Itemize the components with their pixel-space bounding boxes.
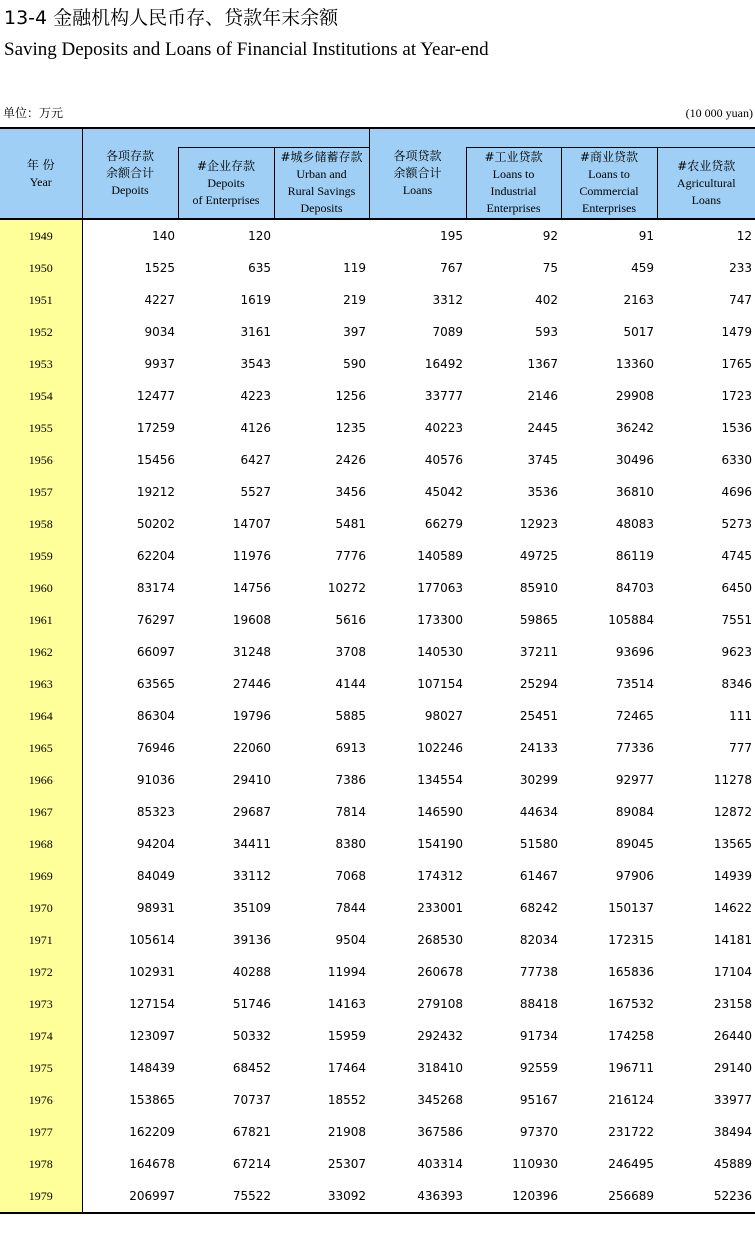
cell-commercial-loans: 48083 (615, 517, 654, 531)
cell-savings-deposits: 5481 (335, 517, 366, 531)
cell-deposits-total: 66097 (136, 645, 175, 659)
cell-loans-total: 268530 (417, 933, 463, 947)
cell-year: 1976 (0, 1084, 82, 1116)
cell-loans-total: 140589 (417, 549, 463, 563)
cell-agricultural-loans: 23158 (713, 997, 752, 1011)
cell-year: 1978 (0, 1148, 82, 1180)
cell-deposits-total: 105614 (129, 933, 175, 947)
cell-loans-total: 107154 (417, 677, 463, 691)
cell-year: 1970 (0, 892, 82, 924)
cell-loans-total: 174312 (417, 869, 463, 883)
cell-deposits-total: 4227 (144, 293, 175, 307)
table-title-chinese: 13-4 金融机构人民币存、贷款年末余额 (4, 7, 339, 29)
cell-enterprise-deposits: 14707 (232, 517, 271, 531)
cell-commercial-loans: 167532 (608, 997, 654, 1011)
cell-enterprise-deposits: 33112 (232, 869, 271, 883)
cell-industrial-loans: 402 (535, 293, 558, 307)
cell-year: 1956 (0, 444, 82, 476)
cell-deposits-total: 94204 (136, 837, 175, 851)
cell-industrial-loans: 25294 (519, 677, 558, 691)
cell-deposits-total: 9034 (144, 325, 175, 339)
cell-industrial-loans: 92 (542, 229, 558, 243)
table-row (0, 1084, 755, 1116)
cell-loans-total: 33777 (424, 389, 463, 403)
cell-commercial-loans: 196711 (608, 1061, 654, 1075)
cell-agricultural-loans: 6450 (721, 581, 752, 595)
table-row (0, 796, 755, 828)
table-row (0, 476, 755, 508)
table-row (0, 956, 755, 988)
cell-industrial-loans: 12923 (519, 517, 558, 531)
cell-industrial-loans: 95167 (519, 1093, 558, 1107)
cell-industrial-loans: 49725 (519, 549, 558, 563)
table-row (0, 444, 755, 476)
cell-deposits-total: 1525 (144, 261, 175, 275)
header-deposits-group (178, 128, 369, 148)
cell-enterprise-deposits: 22060 (232, 741, 271, 755)
cell-loans-total: 134554 (417, 773, 463, 787)
cell-industrial-loans: 75 (542, 261, 558, 275)
cell-savings-deposits: 18552 (327, 1093, 366, 1107)
cell-agricultural-loans: 14939 (713, 869, 752, 883)
table-row (0, 988, 755, 1020)
cell-commercial-loans: 30496 (615, 453, 654, 467)
cell-enterprise-deposits: 70737 (232, 1093, 271, 1107)
cell-commercial-loans: 256689 (561, 1180, 657, 1213)
cell-commercial-loans: 216124 (608, 1093, 654, 1107)
cell-deposits-total: 86304 (136, 709, 175, 723)
cell-year: 1952 (0, 316, 82, 348)
cell-savings-deposits: 6913 (335, 741, 366, 755)
cell-enterprise-deposits: 34411 (232, 837, 271, 851)
cell-savings-deposits: 11994 (327, 965, 366, 979)
cell-loans-total: 367586 (417, 1125, 463, 1139)
cell-industrial-loans: 24133 (519, 741, 558, 755)
header-savings-deposits: #城乡储蓄存款 Urban and Rural Savings Deposits (274, 148, 369, 220)
cell-enterprise-deposits: 11976 (232, 549, 271, 563)
cell-enterprise-deposits: 1619 (240, 293, 271, 307)
cell-commercial-loans: 86119 (615, 549, 654, 563)
cell-deposits-total: 164678 (129, 1157, 175, 1171)
cell-loans-total: 98027 (424, 709, 463, 723)
cell-loans-total: 7089 (432, 325, 463, 339)
cell-year: 1974 (0, 1020, 82, 1052)
cell-year: 1964 (0, 700, 82, 732)
cell-savings-deposits: 7844 (335, 901, 366, 915)
cell-enterprise-deposits: 51746 (232, 997, 271, 1011)
table-row (0, 860, 755, 892)
cell-commercial-loans: 2163 (623, 293, 654, 307)
cell-enterprise-deposits: 67214 (232, 1157, 271, 1171)
cell-agricultural-loans: 52236 (657, 1180, 755, 1213)
cell-commercial-loans: 29908 (615, 389, 654, 403)
cell-deposits-total: 84049 (136, 869, 175, 883)
cell-enterprise-deposits: 5527 (240, 485, 271, 499)
cell-commercial-loans: 174258 (608, 1029, 654, 1043)
cell-loans-total: 3312 (432, 293, 463, 307)
cell-industrial-loans: 3536 (527, 485, 558, 499)
cell-loans-total: 102246 (417, 741, 463, 755)
cell-loans-total: 233001 (417, 901, 463, 915)
cell-industrial-loans: 25451 (519, 709, 558, 723)
cell-loans-total: 767 (440, 261, 463, 275)
cell-commercial-loans: 36810 (615, 485, 654, 499)
cell-year: 1951 (0, 284, 82, 316)
cell-deposits-total: 19212 (136, 485, 175, 499)
cell-enterprise-deposits: 75522 (178, 1180, 274, 1213)
cell-year: 1958 (0, 508, 82, 540)
cell-loans-total: 40576 (424, 453, 463, 467)
cell-industrial-loans: 51580 (519, 837, 558, 851)
cell-enterprise-deposits: 29410 (232, 773, 271, 787)
cell-savings-deposits: 4144 (335, 677, 366, 691)
cell-year: 1972 (0, 956, 82, 988)
cell-deposits-total: 98931 (136, 901, 175, 915)
cell-agricultural-loans: 13565 (713, 837, 752, 851)
cell-savings-deposits: 1256 (335, 389, 366, 403)
cell-agricultural-loans: 14622 (713, 901, 752, 915)
cell-enterprise-deposits: 14756 (232, 581, 271, 595)
cell-enterprise-deposits: 19796 (232, 709, 271, 723)
cell-year: 1957 (0, 476, 82, 508)
cell-savings-deposits: 17464 (327, 1061, 366, 1075)
cell-enterprise-deposits: 50332 (232, 1029, 271, 1043)
cell-loans-total: 146590 (417, 805, 463, 819)
cell-deposits-total: 17259 (136, 421, 175, 435)
cell-agricultural-loans: 747 (729, 293, 752, 307)
cell-year: 1954 (0, 380, 82, 412)
cell-deposits-total: 50202 (136, 517, 175, 531)
cell-savings-deposits: 7814 (335, 805, 366, 819)
cell-industrial-loans: 77738 (519, 965, 558, 979)
cell-enterprise-deposits: 29687 (232, 805, 271, 819)
cell-deposits-total: 76297 (136, 613, 175, 627)
cell-loans-total: 177063 (417, 581, 463, 595)
cell-savings-deposits: 3708 (335, 645, 366, 659)
cell-savings-deposits: 3456 (335, 485, 366, 499)
table-row (0, 380, 755, 412)
cell-savings-deposits: 1235 (335, 421, 366, 435)
cell-commercial-loans: 72465 (615, 709, 654, 723)
header-deposits-total: 各项存款 余额合计 Depoits (82, 128, 178, 219)
cell-enterprise-deposits: 6427 (240, 453, 271, 467)
cell-agricultural-loans: 4696 (721, 485, 752, 499)
cell-loans-total: 45042 (424, 485, 463, 499)
cell-commercial-loans: 246495 (608, 1157, 654, 1171)
cell-industrial-loans: 61467 (519, 869, 558, 883)
cell-loans-total: 318410 (417, 1061, 463, 1075)
cell-deposits-total: 12477 (136, 389, 175, 403)
cell-enterprise-deposits: 39136 (232, 933, 271, 947)
cell-loans-total: 195 (440, 229, 463, 243)
cell-deposits-total: 63565 (136, 677, 175, 691)
cell-industrial-loans: 92559 (519, 1061, 558, 1075)
cell-commercial-loans: 92977 (615, 773, 654, 787)
cell-deposits-total: 91036 (136, 773, 175, 787)
cell-industrial-loans: 44634 (519, 805, 558, 819)
cell-deposits-total: 148439 (129, 1061, 175, 1075)
cell-industrial-loans: 68242 (519, 901, 558, 915)
cell-savings-deposits: 21908 (327, 1125, 366, 1139)
cell-savings-deposits: 2426 (335, 453, 366, 467)
cell-year: 1977 (0, 1116, 82, 1148)
cell-year: 1949 (0, 219, 82, 252)
table-row (0, 764, 755, 796)
cell-enterprise-deposits: 40288 (232, 965, 271, 979)
table-title-english: Saving Deposits and Loans of Financial Institutions at Year-end (4, 39, 489, 60)
cell-savings-deposits: 7386 (335, 773, 366, 787)
cell-agricultural-loans: 17104 (713, 965, 752, 979)
cell-savings-deposits: 5616 (335, 613, 366, 627)
cell-loans-total: 260678 (417, 965, 463, 979)
table-row (0, 732, 755, 764)
cell-commercial-loans: 36242 (615, 421, 654, 435)
cell-enterprise-deposits: 35109 (232, 901, 271, 915)
cell-enterprise-deposits: 3161 (240, 325, 271, 339)
cell-deposits-total: 127154 (129, 997, 175, 1011)
table-row (0, 1180, 755, 1213)
cell-year: 1966 (0, 764, 82, 796)
table-row (0, 316, 755, 348)
cell-industrial-loans: 2445 (527, 421, 558, 435)
cell-agricultural-loans: 12 (736, 229, 752, 243)
table-row (0, 348, 755, 380)
deposits-loans-table (0, 127, 755, 1214)
cell-industrial-loans: 120396 (466, 1180, 561, 1213)
cell-agricultural-loans: 777 (729, 741, 752, 755)
header-year: 年 份 Year (0, 128, 82, 219)
cell-industrial-loans: 3745 (527, 453, 558, 467)
cell-enterprise-deposits: 4223 (240, 389, 271, 403)
cell-agricultural-loans: 29140 (713, 1061, 752, 1075)
cell-commercial-loans: 91 (638, 229, 654, 243)
table-row (0, 604, 755, 636)
cell-loans-total: 345268 (417, 1093, 463, 1107)
cell-commercial-loans: 89045 (615, 837, 654, 851)
cell-loans-total: 403314 (417, 1157, 463, 1171)
cell-agricultural-loans: 9623 (721, 645, 752, 659)
cell-deposits-total: 62204 (136, 549, 175, 563)
cell-loans-total: 154190 (417, 837, 463, 851)
cell-agricultural-loans: 1536 (721, 421, 752, 435)
cell-commercial-loans: 150137 (608, 901, 654, 915)
cell-agricultural-loans: 11278 (713, 773, 752, 787)
cell-savings-deposits: 7068 (335, 869, 366, 883)
cell-agricultural-loans: 38494 (713, 1125, 752, 1139)
header-agricultural-loans: #农业贷款 Agricultural Loans (657, 148, 755, 220)
table-row (0, 219, 755, 252)
cell-commercial-loans: 105884 (608, 613, 654, 627)
cell-year: 1969 (0, 860, 82, 892)
cell-commercial-loans: 165836 (608, 965, 654, 979)
cell-industrial-loans: 2146 (527, 389, 558, 403)
cell-savings-deposits: 7776 (335, 549, 366, 563)
cell-year: 1967 (0, 796, 82, 828)
table-row (0, 668, 755, 700)
header-loans-total: 各项贷款 余额合计 Loans (369, 128, 466, 219)
cell-enterprise-deposits: 68452 (232, 1061, 271, 1075)
table-row (0, 924, 755, 956)
table-row (0, 700, 755, 732)
cell-agricultural-loans: 26440 (713, 1029, 752, 1043)
table-row (0, 508, 755, 540)
cell-enterprise-deposits: 67821 (232, 1125, 271, 1139)
cell-enterprise-deposits: 3543 (240, 357, 271, 371)
cell-agricultural-loans: 33977 (713, 1093, 752, 1107)
cell-year: 1965 (0, 732, 82, 764)
table-row (0, 1116, 755, 1148)
cell-savings-deposits: 9504 (335, 933, 366, 947)
cell-industrial-loans: 1367 (527, 357, 558, 371)
cell-commercial-loans: 84703 (615, 581, 654, 595)
header-commercial-loans: #商业贷款 Loans to Commercial Enterprises (561, 148, 657, 220)
cell-commercial-loans: 231722 (608, 1125, 654, 1139)
cell-deposits-total: 206997 (82, 1180, 178, 1213)
cell-savings-deposits: 8380 (335, 837, 366, 851)
cell-year: 1973 (0, 988, 82, 1020)
cell-industrial-loans: 59865 (519, 613, 558, 627)
cell-agricultural-loans: 233 (729, 261, 752, 275)
cell-commercial-loans: 89084 (615, 805, 654, 819)
table-row (0, 1020, 755, 1052)
cell-savings-deposits: 219 (343, 293, 366, 307)
cell-commercial-loans: 172315 (608, 933, 654, 947)
cell-savings-deposits (274, 219, 369, 252)
cell-commercial-loans: 73514 (615, 677, 654, 691)
cell-savings-deposits: 119 (343, 261, 366, 275)
table-row (0, 412, 755, 444)
cell-deposits-total: 162209 (129, 1125, 175, 1139)
unit-label-chinese: 单位：万元 (3, 106, 64, 120)
cell-savings-deposits: 25307 (327, 1157, 366, 1171)
cell-agricultural-loans: 8346 (721, 677, 752, 691)
cell-agricultural-loans: 5273 (721, 517, 752, 531)
cell-agricultural-loans: 1479 (721, 325, 752, 339)
cell-industrial-loans: 30299 (519, 773, 558, 787)
cell-agricultural-loans: 1723 (721, 389, 752, 403)
cell-commercial-loans: 459 (631, 261, 654, 275)
cell-deposits-total: 85323 (136, 805, 175, 819)
cell-year: 1975 (0, 1052, 82, 1084)
cell-year: 1968 (0, 828, 82, 860)
cell-savings-deposits: 15959 (327, 1029, 366, 1043)
table-row (0, 892, 755, 924)
table-row (0, 1052, 755, 1084)
cell-loans-total: 16492 (424, 357, 463, 371)
table-row (0, 828, 755, 860)
cell-year: 1961 (0, 604, 82, 636)
cell-enterprise-deposits: 4126 (240, 421, 271, 435)
cell-commercial-loans: 77336 (615, 741, 654, 755)
cell-year: 1953 (0, 348, 82, 380)
cell-year: 1963 (0, 668, 82, 700)
cell-commercial-loans: 13360 (615, 357, 654, 371)
table-row (0, 252, 755, 284)
cell-agricultural-loans: 14181 (713, 933, 752, 947)
cell-savings-deposits: 33092 (274, 1180, 369, 1213)
cell-year: 1959 (0, 540, 82, 572)
cell-industrial-loans: 97370 (519, 1125, 558, 1139)
table-row (0, 636, 755, 668)
cell-agricultural-loans: 12872 (713, 805, 752, 819)
cell-savings-deposits: 10272 (327, 581, 366, 595)
unit-label-english: (10 000 yuan) (685, 106, 753, 120)
cell-deposits-total: 15456 (136, 453, 175, 467)
cell-industrial-loans: 110930 (512, 1157, 558, 1171)
cell-savings-deposits: 397 (343, 325, 366, 339)
cell-year: 1950 (0, 252, 82, 284)
cell-savings-deposits: 590 (343, 357, 366, 371)
cell-loans-total: 40223 (424, 421, 463, 435)
cell-loans-total: 436393 (369, 1180, 466, 1213)
cell-industrial-loans: 85910 (519, 581, 558, 595)
cell-agricultural-loans: 7551 (721, 613, 752, 627)
cell-agricultural-loans: 45889 (713, 1157, 752, 1171)
cell-deposits-total: 153865 (129, 1093, 175, 1107)
cell-enterprise-deposits: 19608 (232, 613, 271, 627)
header-loans-group (466, 128, 755, 148)
table-row (0, 540, 755, 572)
cell-deposits-total: 76946 (136, 741, 175, 755)
cell-industrial-loans: 91734 (519, 1029, 558, 1043)
table-row (0, 572, 755, 604)
cell-commercial-loans: 97906 (615, 869, 654, 883)
cell-commercial-loans: 5017 (623, 325, 654, 339)
cell-deposits-total: 83174 (136, 581, 175, 595)
cell-deposits-total: 102931 (129, 965, 175, 979)
cell-agricultural-loans: 1765 (721, 357, 752, 371)
header-enterprise-deposits: #企业存款 Depoits of Enterprises (178, 148, 274, 220)
cell-year: 1962 (0, 636, 82, 668)
cell-enterprise-deposits: 635 (248, 261, 271, 275)
cell-year: 1979 (0, 1180, 82, 1213)
cell-commercial-loans: 93696 (615, 645, 654, 659)
cell-industrial-loans: 82034 (519, 933, 558, 947)
table-row (0, 1148, 755, 1180)
cell-savings-deposits: 14163 (327, 997, 366, 1011)
cell-industrial-loans: 593 (535, 325, 558, 339)
cell-enterprise-deposits: 31248 (232, 645, 271, 659)
cell-industrial-loans: 37211 (519, 645, 558, 659)
cell-enterprise-deposits: 120 (248, 229, 271, 243)
cell-loans-total: 292432 (417, 1029, 463, 1043)
header-industrial-loans: #工业贷款 Loans to Industrial Enterprises (466, 148, 561, 220)
cell-year: 1960 (0, 572, 82, 604)
cell-enterprise-deposits: 27446 (232, 677, 271, 691)
cell-industrial-loans: 88418 (519, 997, 558, 1011)
cell-agricultural-loans: 111 (729, 709, 752, 723)
table-row (0, 284, 755, 316)
cell-loans-total: 279108 (417, 997, 463, 1011)
cell-agricultural-loans: 6330 (721, 453, 752, 467)
cell-year: 1955 (0, 412, 82, 444)
cell-deposits-total: 140 (152, 229, 175, 243)
cell-savings-deposits: 5885 (335, 709, 366, 723)
cell-year: 1971 (0, 924, 82, 956)
cell-deposits-total: 9937 (144, 357, 175, 371)
cell-loans-total: 66279 (424, 517, 463, 531)
cell-loans-total: 173300 (417, 613, 463, 627)
cell-loans-total: 140530 (417, 645, 463, 659)
cell-agricultural-loans: 4745 (721, 549, 752, 563)
cell-deposits-total: 123097 (129, 1029, 175, 1043)
